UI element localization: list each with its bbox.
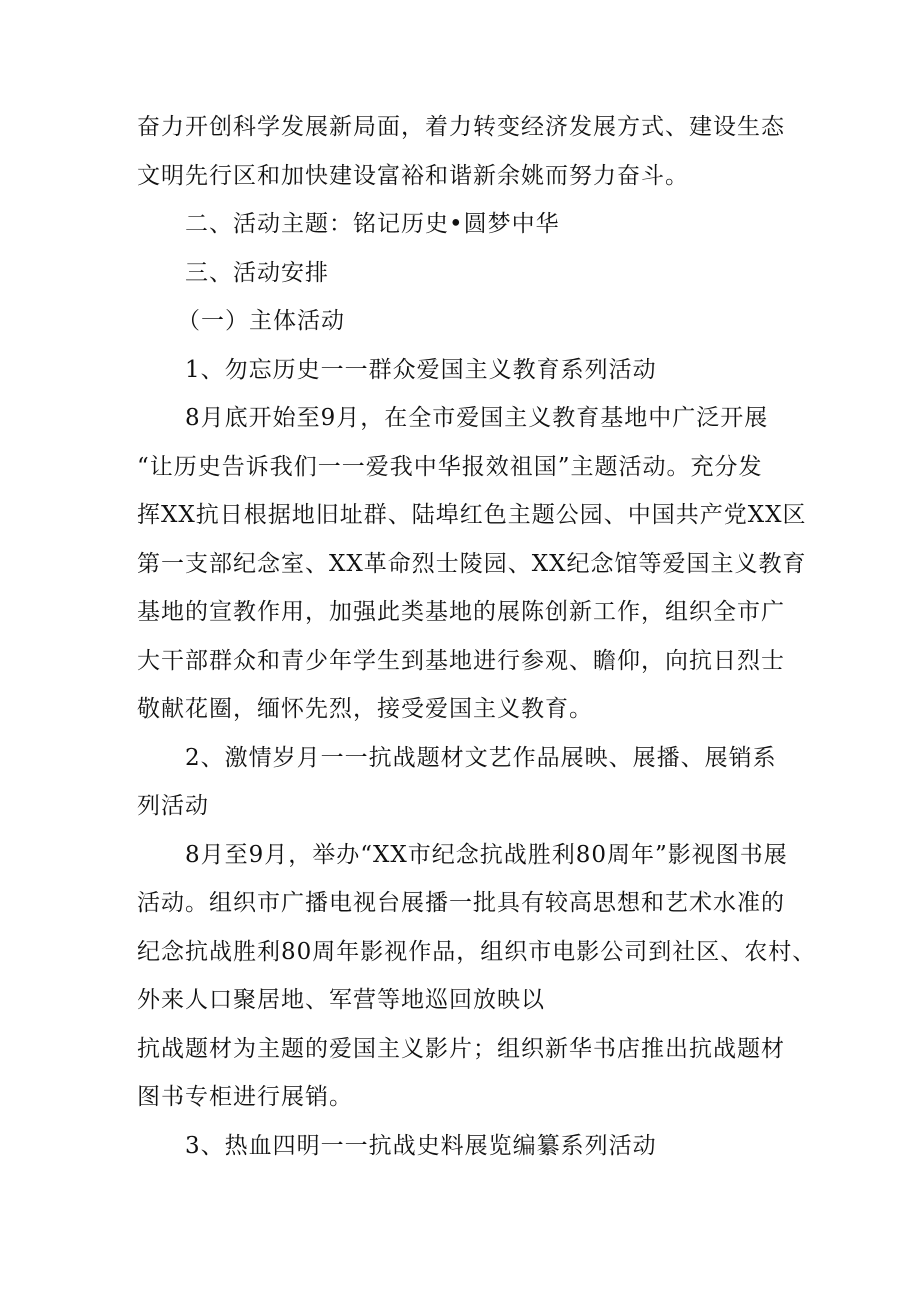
paragraph-line: 敬献花圈，缅怀先烈，接受爱国主义教育。 xyxy=(137,696,593,722)
section-heading: 三、活动安排 xyxy=(185,259,329,286)
paragraph-line: 活动。组织市广播电视台展播一批具有较高思想和艺术水准的 xyxy=(137,890,785,916)
paragraph-line: 8月底开始至9月，在全市爱国主义教育基地中广泛开展 xyxy=(185,405,769,431)
item-heading: 2、激情岁月一一抗战题材文艺作品展映、展播、展销系 xyxy=(185,744,777,771)
paragraph-line: 纪念抗战胜利80周年影视作品，组织市电影公司到社区、农村、 xyxy=(137,938,817,965)
paragraph-line: 抗战题材为主题的爱国主义影片；组织新华书店推出抗战题材 xyxy=(137,1035,785,1062)
paragraph-line: “让历史告诉我们一一爱我中华报效祖国”主题活动。充分发 xyxy=(137,453,763,480)
item-heading-continuation: 列活动 xyxy=(137,793,209,819)
paragraph-line: 基地的宣教作用，加强此类基地的展陈创新工作，组织全市广 xyxy=(137,599,785,625)
subsection-heading: （一）主体活动 xyxy=(177,308,345,334)
paragraph-line: 第一支部纪念室、XX革命烈士陵园、XX纪念馆等爱国主义教育 xyxy=(137,550,807,577)
paragraph-line: 文明先行区和加快建设富裕和谐新余姚而努力奋斗。 xyxy=(137,162,689,189)
paragraph-line: 图书专柜进行展销。 xyxy=(137,1084,353,1110)
paragraph-line: 8月至9月，举办“XX市纪念抗战胜利80周年”影视图书展 xyxy=(185,841,788,868)
item-heading: 1、勿忘历史一一群众爱国主义教育系列活动 xyxy=(185,356,657,383)
section-heading: 二、活动主题：铭记历史•圆梦中华 xyxy=(185,211,560,237)
paragraph-line: 挥XX抗日根据地旧址群、陆埠红色主题公园、中国共产党XX区 xyxy=(137,502,807,528)
paragraph-line: 外来人口聚居地、军营等地巡回放映以 xyxy=(137,987,545,1013)
document-body xyxy=(137,103,817,1170)
paragraph-line: 奋力开创科学发展新局面，着力转变经济发展方式、建设生态 xyxy=(137,114,785,140)
paragraph-line: 大干部群众和青少年学生到基地进行参观、瞻仰，向抗日烈士 xyxy=(137,647,785,674)
item-heading: 3、热血四明一一抗战史料展览编纂系列活动 xyxy=(185,1132,657,1159)
